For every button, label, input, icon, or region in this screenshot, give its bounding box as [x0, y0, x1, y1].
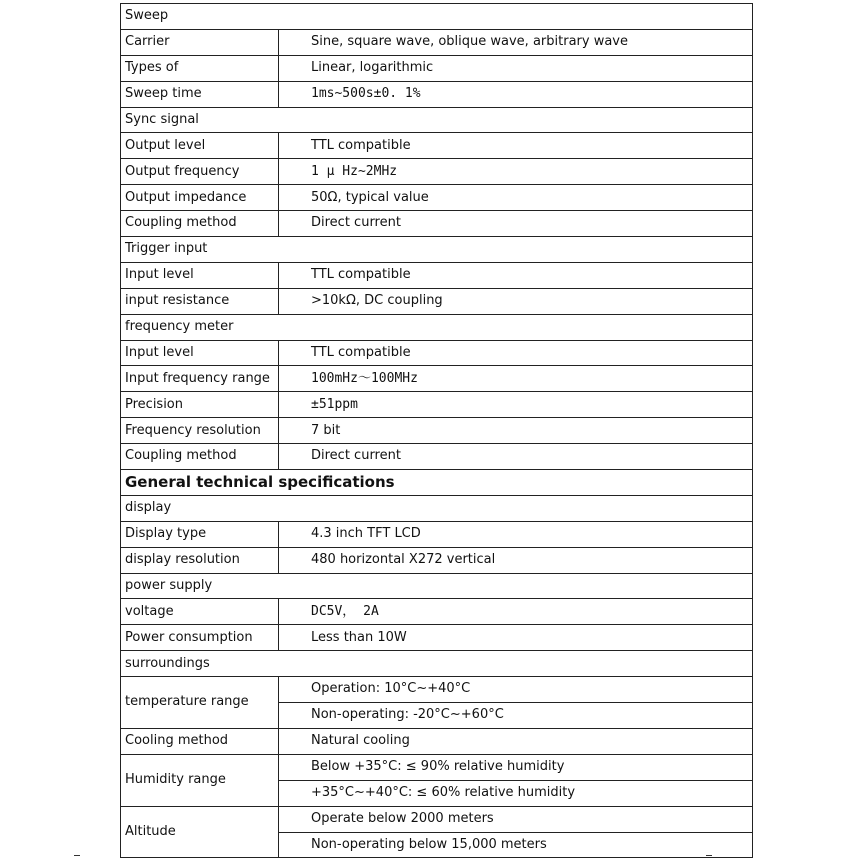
spec-value: TTL compatible [279, 133, 753, 159]
spec-key: input resistance [121, 288, 279, 314]
spec-key: temperature range [121, 677, 279, 729]
spec-value: Natural cooling [279, 728, 753, 754]
spec-key: Sweep time [121, 81, 279, 107]
spec-value: Operation: 10°C~+40°C [279, 677, 753, 703]
spec-row [121, 754, 753, 780]
spec-value: 4.3 inch TFT LCD [279, 521, 753, 547]
spec-key: Cooling method [121, 728, 279, 754]
spec-row [121, 806, 753, 832]
spec-row [121, 55, 753, 81]
spec-heading: General technical specifications [121, 470, 753, 496]
spec-key: Precision [121, 392, 279, 418]
spec-key: Coupling method [121, 211, 279, 237]
spec-table [120, 3, 753, 858]
spec-value: +35°C~+40°C: ≤ 60% relative humidity [279, 780, 753, 806]
spec-value: 7 bit [279, 418, 753, 444]
spec-key: Types of [121, 55, 279, 81]
spec-value: TTL compatible [279, 262, 753, 288]
spec-row [121, 392, 753, 418]
spec-row [121, 366, 753, 392]
section-title: surroundings [121, 651, 753, 677]
spec-key: Output impedance [121, 185, 279, 211]
spec-value: Below +35°C: ≤ 90% relative humidity [279, 754, 753, 780]
spec-key: Input frequency range [121, 366, 279, 392]
spec-key: Display type [121, 521, 279, 547]
spec-row [121, 211, 753, 237]
spec-row [121, 521, 753, 547]
spec-value: Direct current [279, 444, 753, 470]
spec-key: Output level [121, 133, 279, 159]
bottom-left-mark [74, 855, 80, 860]
spec-value: Non-operating below 15,000 meters [279, 832, 753, 858]
spec-row [121, 133, 753, 159]
spec-table-body [121, 4, 753, 858]
spec-row [121, 444, 753, 470]
spec-section-row [121, 314, 753, 340]
spec-section-row [121, 573, 753, 599]
spec-key: Frequency resolution [121, 418, 279, 444]
spec-key: Humidity range [121, 754, 279, 806]
spec-value: 100mHz～100MHz [279, 366, 753, 392]
spec-value: Direct current [279, 211, 753, 237]
spec-row [121, 340, 753, 366]
spec-key: voltage [121, 599, 279, 625]
spec-section-row [121, 237, 753, 263]
section-title: display [121, 495, 753, 521]
spec-key: Altitude [121, 806, 279, 858]
spec-row [121, 728, 753, 754]
spec-value: 50Ω, typical value [279, 185, 753, 211]
spec-value: TTL compatible [279, 340, 753, 366]
spec-row [121, 262, 753, 288]
spec-row [121, 29, 753, 55]
spec-key: Output frequency [121, 159, 279, 185]
spec-row [121, 547, 753, 573]
spec-value: Linear, logarithmic [279, 55, 753, 81]
spec-value: Sine, square wave, oblique wave, arbitrary wave [279, 29, 753, 55]
spec-value: 1ms~500s±0. 1% [279, 81, 753, 107]
section-title: Sync signal [121, 107, 753, 133]
spec-key: Coupling method [121, 444, 279, 470]
spec-key: Input level [121, 340, 279, 366]
section-title: power supply [121, 573, 753, 599]
spec-key: display resolution [121, 547, 279, 573]
spec-row [121, 159, 753, 185]
spec-value: Less than 10W [279, 625, 753, 651]
section-title: frequency meter [121, 314, 753, 340]
spec-section-row [121, 495, 753, 521]
spec-row [121, 288, 753, 314]
spec-key: Carrier [121, 29, 279, 55]
spec-value: 1 μ Hz~2MHz [279, 159, 753, 185]
spec-value: >10kΩ, DC coupling [279, 288, 753, 314]
spec-section-row [121, 651, 753, 677]
spec-heading-row [121, 470, 753, 496]
bottom-right-mark [706, 855, 712, 860]
spec-row [121, 418, 753, 444]
spec-section-row [121, 4, 753, 30]
spec-section-row [121, 107, 753, 133]
spec-row [121, 599, 753, 625]
spec-value: DC5V， 2A [279, 599, 753, 625]
spec-row [121, 185, 753, 211]
section-title: Sweep [121, 4, 753, 30]
spec-value: Non-operating: -20°C~+60°C [279, 703, 753, 729]
spec-row [121, 81, 753, 107]
spec-value: ±51ppm [279, 392, 753, 418]
spec-key: Power consumption [121, 625, 279, 651]
spec-row [121, 677, 753, 703]
spec-row [121, 625, 753, 651]
spec-value: 480 horizontal X272 vertical [279, 547, 753, 573]
spec-key: Input level [121, 262, 279, 288]
spec-value: Operate below 2000 meters [279, 806, 753, 832]
section-title: Trigger input [121, 237, 753, 263]
